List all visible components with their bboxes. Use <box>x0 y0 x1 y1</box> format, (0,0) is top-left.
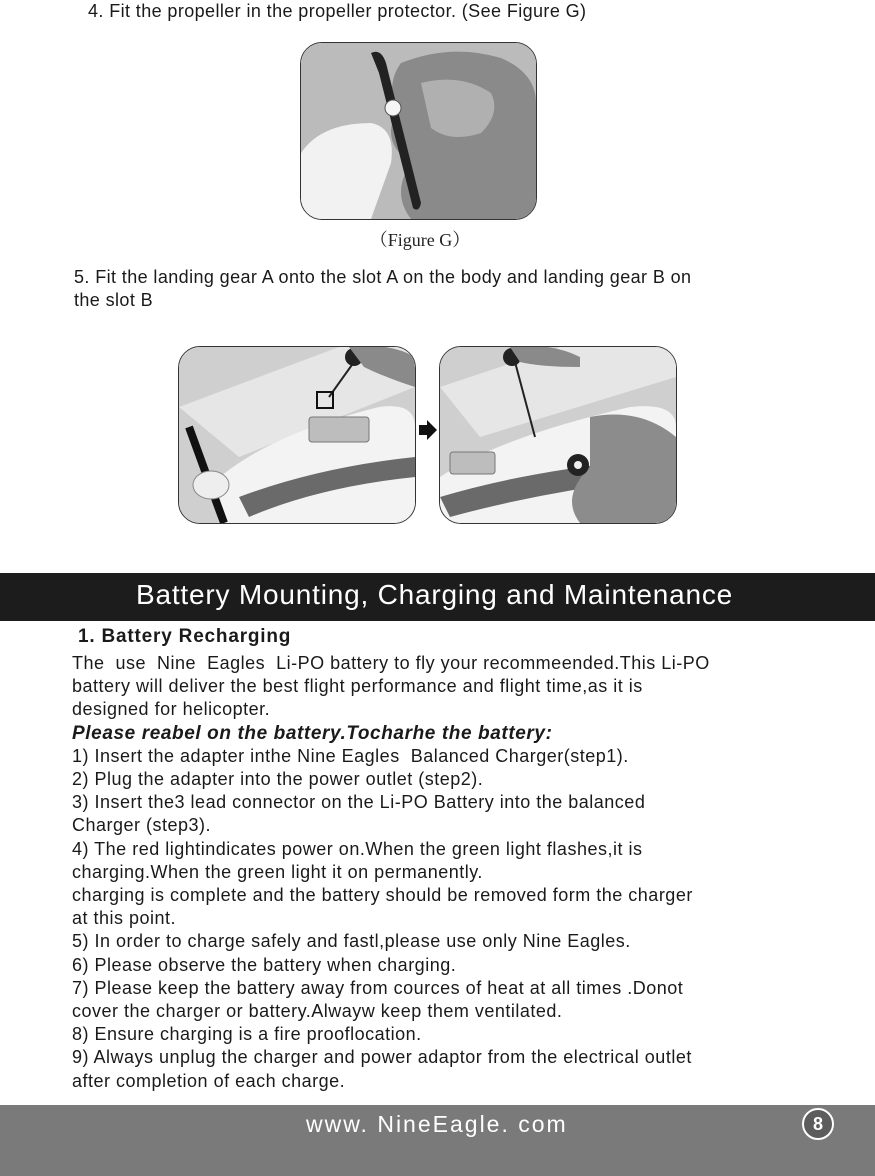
landing-gear-photo-after <box>439 346 677 524</box>
step-5-line-1: 5. Fit the landing gear A onto the slot A on the body and landing gear B on <box>74 267 692 287</box>
instruction-line: 3) Insert the3 lead connector on the Li-PO Battery into the balanced <box>72 792 646 813</box>
instruction-line: 5) In order to charge safely and fastl,please use only Nine Eagles. <box>72 931 631 952</box>
instruction-line: 2) Plug the adapter into the power outlet (step2). <box>72 769 484 790</box>
battery-recharging-heading: 1. Battery Recharging <box>78 626 292 647</box>
figure-g-caption: （Figure G） <box>369 230 471 250</box>
intro-line-3: designed for helicopter. <box>72 699 271 720</box>
page-footer <box>0 1105 875 1176</box>
instruction-line: 6) Please observe the battery when charging. <box>72 954 457 975</box>
intro-line-1: The use Nine Eagles Li-PO battery to fly your recommeended.This Li-PO <box>72 653 710 673</box>
instruction-line: Charger (step3). <box>72 815 212 836</box>
battery-recharging-body <box>72 652 832 1093</box>
intro-line-2: battery will deliver the best flight performance and flight time,as it is <box>72 676 643 697</box>
step-4-text: 4. Fit the propeller in the propeller protector. (See Figure G) <box>88 1 587 21</box>
landing-gear-after-illustration <box>440 347 676 523</box>
instruction-line: 7) Please keep the battery away from cources of heat at all times .Donot <box>72 977 684 998</box>
instruction-line: charging is complete and the battery should be removed form the charger <box>72 885 693 906</box>
instruction-line: charging.When the green light it on permanently. <box>72 861 483 882</box>
section-banner <box>0 573 875 621</box>
instruction-line: 4) The red lightindicates power on.When the green light flashes,it is <box>72 838 643 859</box>
instruction-line: cover the charger or battery.Alwayw keep them ventilated. <box>72 1001 563 1022</box>
battery-instruction-heading: Please reabel on the battery.Tocharhe the battery: <box>72 722 553 744</box>
instruction-line: at this point. <box>72 908 177 929</box>
arrow-right-icon <box>419 420 437 440</box>
landing-gear-photo-before <box>178 346 416 524</box>
instruction-line: 9) Always unplug the charger and power adaptor from the electrical outlet <box>72 1047 692 1068</box>
step-5-line-2: the slot B <box>74 290 154 310</box>
instruction-line: 1) Insert the adapter inthe Nine Eagles Balanced Charger(step1). <box>72 745 629 766</box>
figure-g-photo <box>300 42 537 220</box>
banner-title: Battery Mounting, Charging and Maintenance <box>136 579 734 610</box>
instruction-line: after completion of each charge. <box>72 1070 346 1091</box>
footer-website: www. NineEagle. com <box>306 1111 568 1137</box>
propeller-protector-illustration <box>301 43 536 219</box>
landing-gear-before-illustration <box>179 347 415 523</box>
page-number: 8 <box>802 1108 834 1140</box>
instruction-line: 8) Ensure charging is a fire prooflocation. <box>72 1024 422 1045</box>
